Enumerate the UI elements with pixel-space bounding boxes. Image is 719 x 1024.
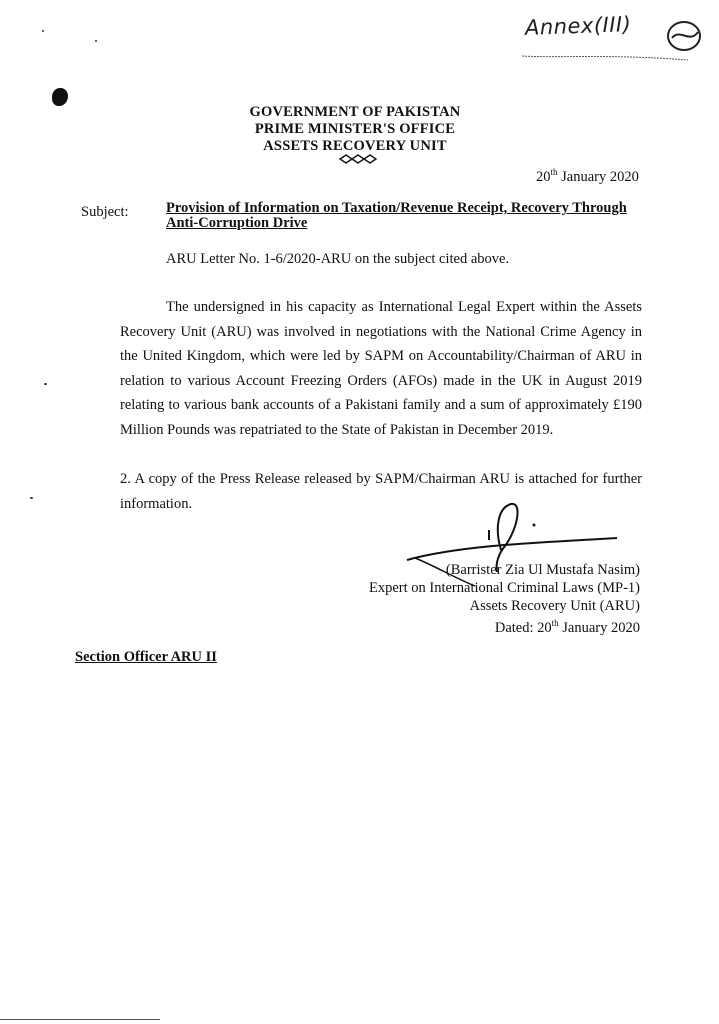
letterhead [230,104,480,155]
scan-edge-line [0,1019,160,1020]
handwritten-annex-note: Annex(III) [524,12,632,40]
scan-speck [95,40,97,42]
subject-text: Provision of Information on Taxation/Revenue Receipt, Recovery Through Anti-Corruption Drive [166,200,627,231]
addressee: Section Officer ARU II [75,649,217,665]
body-paragraph-1: The undersigned in his capacity as International Legal Expert within the Assets Recovery Unit (ARU) was involved in negotiations with the National Crime Agency in the United Kingdom, which were led by SAPM on Accountability/Chairman of ARU in relation to various Account Freezing Orders (AFOs) made in the UK in August 2019 relating to various bank accounts of a Pakistani family and a sum of approximately £190 Million Pounds was repatriated to the State of Pakistan in December 2019. [120,299,642,438]
subject-label: Subject: [81,204,129,220]
circled-number-mark [664,18,704,54]
scan-speck [44,383,47,385]
signatory-designation: Expert on International Criminal Laws (MP-1) [368,579,640,596]
reference-line: ARU Letter No. 1-6/2020-ARU on the subject cited above. [166,251,510,267]
signatory-date: Dated: 20th January 2020 [494,618,640,637]
signature-block [360,562,640,638]
letterhead-ornament [338,154,378,164]
letterhead-office: PRIME MINISTER'S OFFICE [254,121,456,137]
scan-speck [42,30,44,32]
letter-date: 20th January 2020 [536,167,639,185]
ink-blot [52,88,68,106]
signatory-name: (Barrister Zia Ul Mustafa Nasim) [445,562,640,578]
letterhead-unit: ASSETS RECOVERY UNIT [263,138,447,154]
body-paragraph-2: 2. A copy of the Press Release released by SAPM/Chairman ARU is attached for further information. [120,471,642,512]
scan-speck [30,497,33,499]
letterhead-government: GOVERNMENT OF PAKISTAN [249,104,461,120]
signatory-unit: Assets Recovery Unit (ARU) [469,597,640,614]
